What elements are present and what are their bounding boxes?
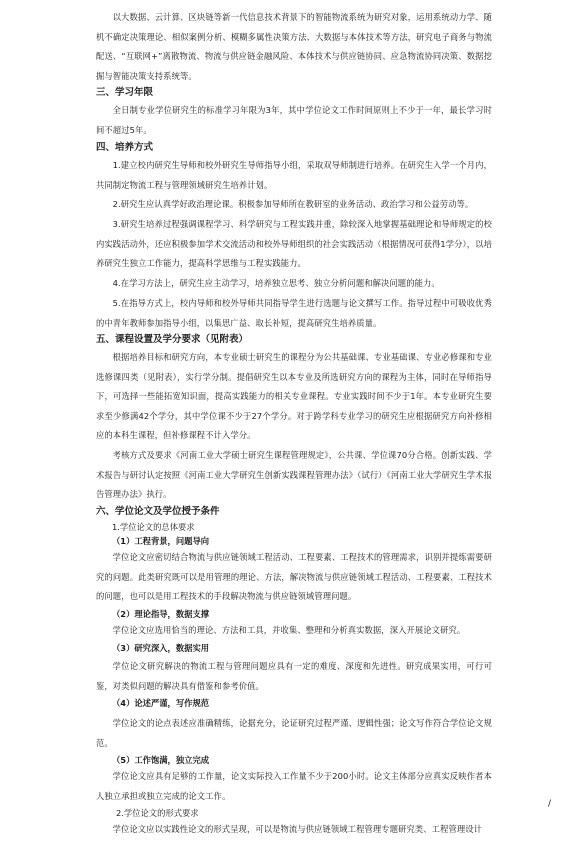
paragraph-4-3: 3.研究生培养过程强调课程学习、科学研究与工程实践并重，除较深入地掌握基础理论和导师规定的校内实践活动外，还应积极参加学术交流活动和校外导师组织的社会实践活动（根据情况可获得1学分），以培养研究生独立工作能力，提高科学思维与工程实践能力。 — [96, 219, 492, 268]
paragraph-6-6: 学位论文应以实践性论文的形式呈现，可以是物流与供应链领域工程管理专题研究类、工程管理设计 — [112, 824, 483, 834]
paragraph-intro: 以大数据、云计算、区块链等新一代信息技术背景下的智能物流系统为研究对象，运用系统动力学、随机不确定决策理论、相似案例分析、模糊多属性决策方法、大数据与本体技术等方法，研究电子商务与物流配送、“互联网+”离散物流、物流与供应链金融风险、本体技术与供应链协同、应急物流协同决策、数据挖掘与智能决策支持系统等。 — [96, 12, 492, 81]
paragraph-5-1: 根据培养目标和研究方向，本专业硕士研究生的课程分为公共基础课、专业基础课、专业必修课和专业选修课四类（见附表），实行学分制。提倡研究生以本专业及所选研究方向的课程为主体，同时在导师指导下，可选择一些能拓宽知识面，提高实践能力的相关专业课程。专业实践时间不少于1年。本专业研究生要求至少修满42个学分，其中学位课不少于27个学分。对于跨学科专业学习的研究生应根据研究方向补修相应的本科生课程，但补修课程不计入学分。 — [96, 352, 492, 440]
paragraph-6-3: 学位论文研究解决的物流工程与管理问题应具有一定的难度、深度和先进性。研究成果实用，可行可鉴，对类似问题的解决具有借鉴和参考价值。 — [96, 661, 492, 691]
paragraph-4-2: 2.研究生应认真学好政治理论课。积极参加导师所在教研室的业务活动、政治学习和公益劳动等。 — [112, 199, 474, 209]
paragraph-4-5: 5.在指导方式上，校内导师和校外导师共同指导学生进行选题与论文撰写工作。指导过程中可吸收优秀的中青年教师参加指导小组，以集思广益、取长补短，提高研究生培养质量。 — [96, 298, 492, 328]
paragraph-6-4: 学位论文的论点表述应准确精练，论据充分，论证研究过程严谨、逻辑性强；论文写作符合学位论文规范。 — [96, 718, 492, 748]
page-mark: / — [548, 799, 552, 809]
paragraph-6-1: 学位论文应密切结合物流与供应链领域工程活动、工程要素、工程技术的管理需求，识别并提炼需要研究的问题。此类研究既可以是用管理的理论、方法，解决物流与供应链领域工程活动、工程要素、工程技术的问题，也可以是用工程技术的手段解决物流与供应链领域管理问题。 — [96, 552, 492, 601]
paragraph-6-5: 学位论文应具有足够的工作量，论文实际投入工作量不少于200小时。论文主体部分应真实反映作者本人独立承担或独立完成的论文工作。 — [96, 771, 492, 801]
subsection-1-4: （4）论述严谨，写作规范 — [112, 698, 210, 708]
section-heading-5: 五、课程设置及学分要求（见附表） — [96, 334, 249, 345]
paragraph-5-2: 考核方式及要求《河南工业大学硕士研究生课程管理规定》，公共课、学位课70分合格。创新实践、学术报告与研讨认定按照《河南工业大学研究生创新实践课程管理办法》（试行）《河南工业大学研究生学术报告管理办法》执行。 — [96, 450, 492, 499]
subsection-1-2: （2）理论指导，数据支撑 — [112, 609, 210, 619]
subsection-1-3: （3）研究深入，数据实用 — [112, 643, 210, 653]
paragraph-6-2: 学位论文应选用恰当的理论、方法和工具，并收集、整理和分析真实数据，深入开展论文研究。 — [112, 625, 466, 635]
subsection-1: 1.学位论文的总体要求 — [112, 522, 195, 532]
section-heading-4: 四、培养方式 — [96, 142, 154, 153]
paragraph-4-4: 4.在学习方法上，研究生应主动学习，培养独立思考、独立分析问题和解决问题的能力。 — [112, 278, 440, 288]
subsection-1-1: （1）工程背景，问题导向 — [112, 536, 210, 546]
paragraph-4-1: 1.建立校内研究生导师和校外研究生导师指导小组，采取双导师制进行培养。在研究生入学一个月内，共同制定物流工程与管理领域研究生培养计划。 — [96, 160, 492, 190]
section-heading-6: 六、学位论文及学位授予条件 — [96, 506, 220, 517]
subsection-1-5: （5）工作饱满，独立完成 — [112, 755, 210, 765]
subsection-2: 2.学位论文的形式要求 — [116, 808, 199, 818]
section-heading-3: 三、学习年限 — [96, 87, 154, 98]
paragraph-years: 全日制专业学位研究生的标准学习年限为3年，其中学位论文工作时间原则上不少于一年，最长学习时间不超过5年。 — [96, 105, 492, 135]
